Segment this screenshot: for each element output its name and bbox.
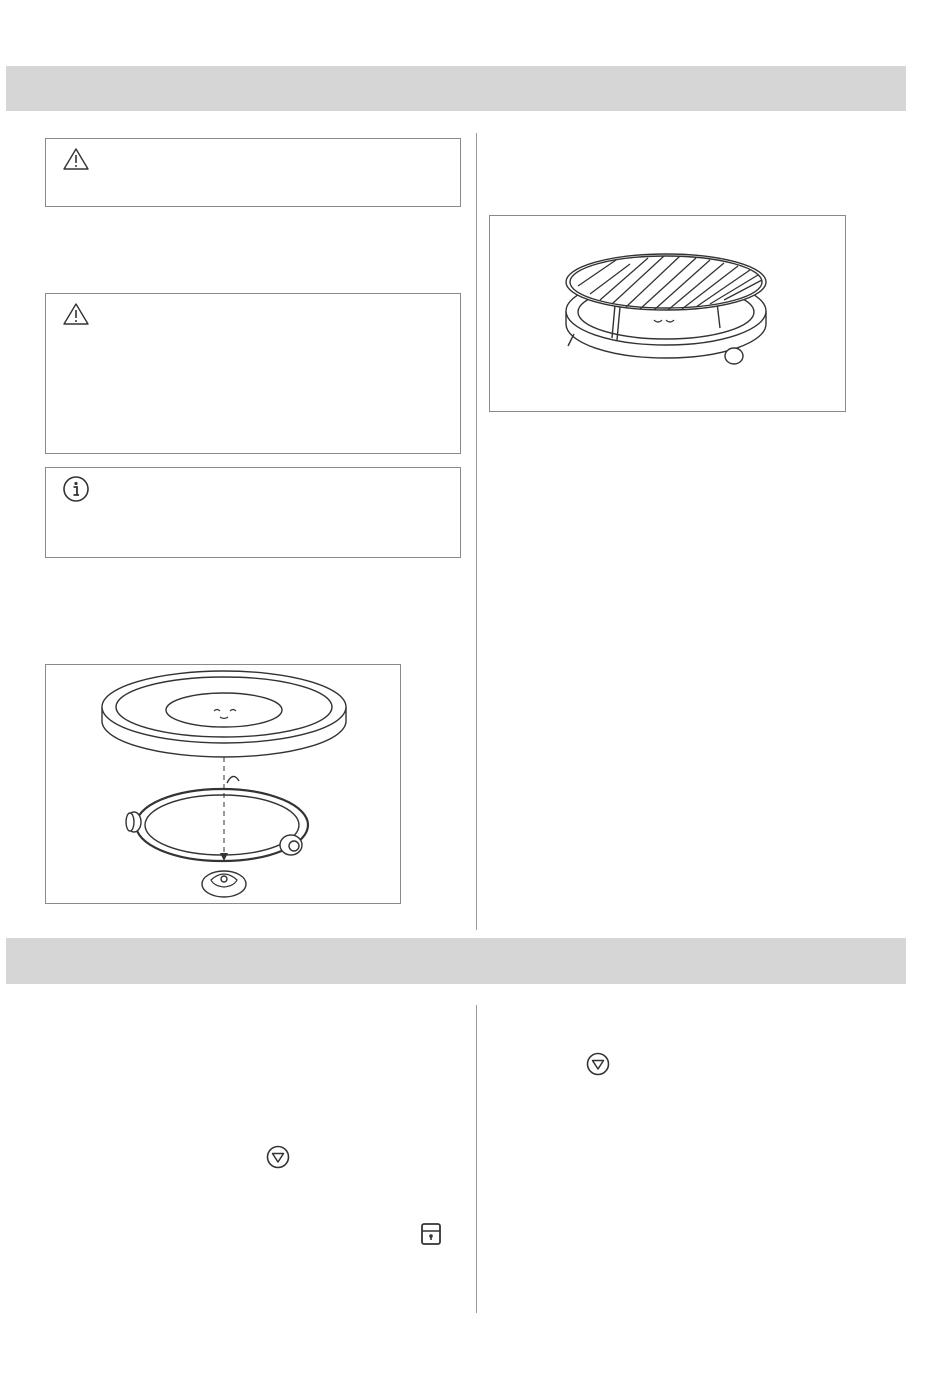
warning-triangle-icon [62, 302, 90, 326]
turntable-assembly-illustration [46, 665, 400, 903]
warning-box-2 [45, 293, 461, 454]
warning-box-1 [45, 138, 461, 207]
turntable-assembly-figure [45, 664, 401, 904]
door-lock-icon [420, 1222, 442, 1246]
down-triangle-button-icon [266, 1145, 290, 1169]
down-triangle-button-icon [586, 1052, 610, 1076]
warning-triangle-icon [62, 147, 90, 171]
section-header-band-2 [6, 938, 906, 984]
column-divider-top [476, 133, 477, 930]
info-box [45, 467, 461, 558]
column-divider-bottom [476, 1005, 477, 1313]
grill-rack-illustration [490, 216, 845, 411]
grill-rack-figure [489, 215, 846, 412]
section-header-band-1 [6, 66, 906, 111]
info-circle-icon [62, 475, 90, 503]
